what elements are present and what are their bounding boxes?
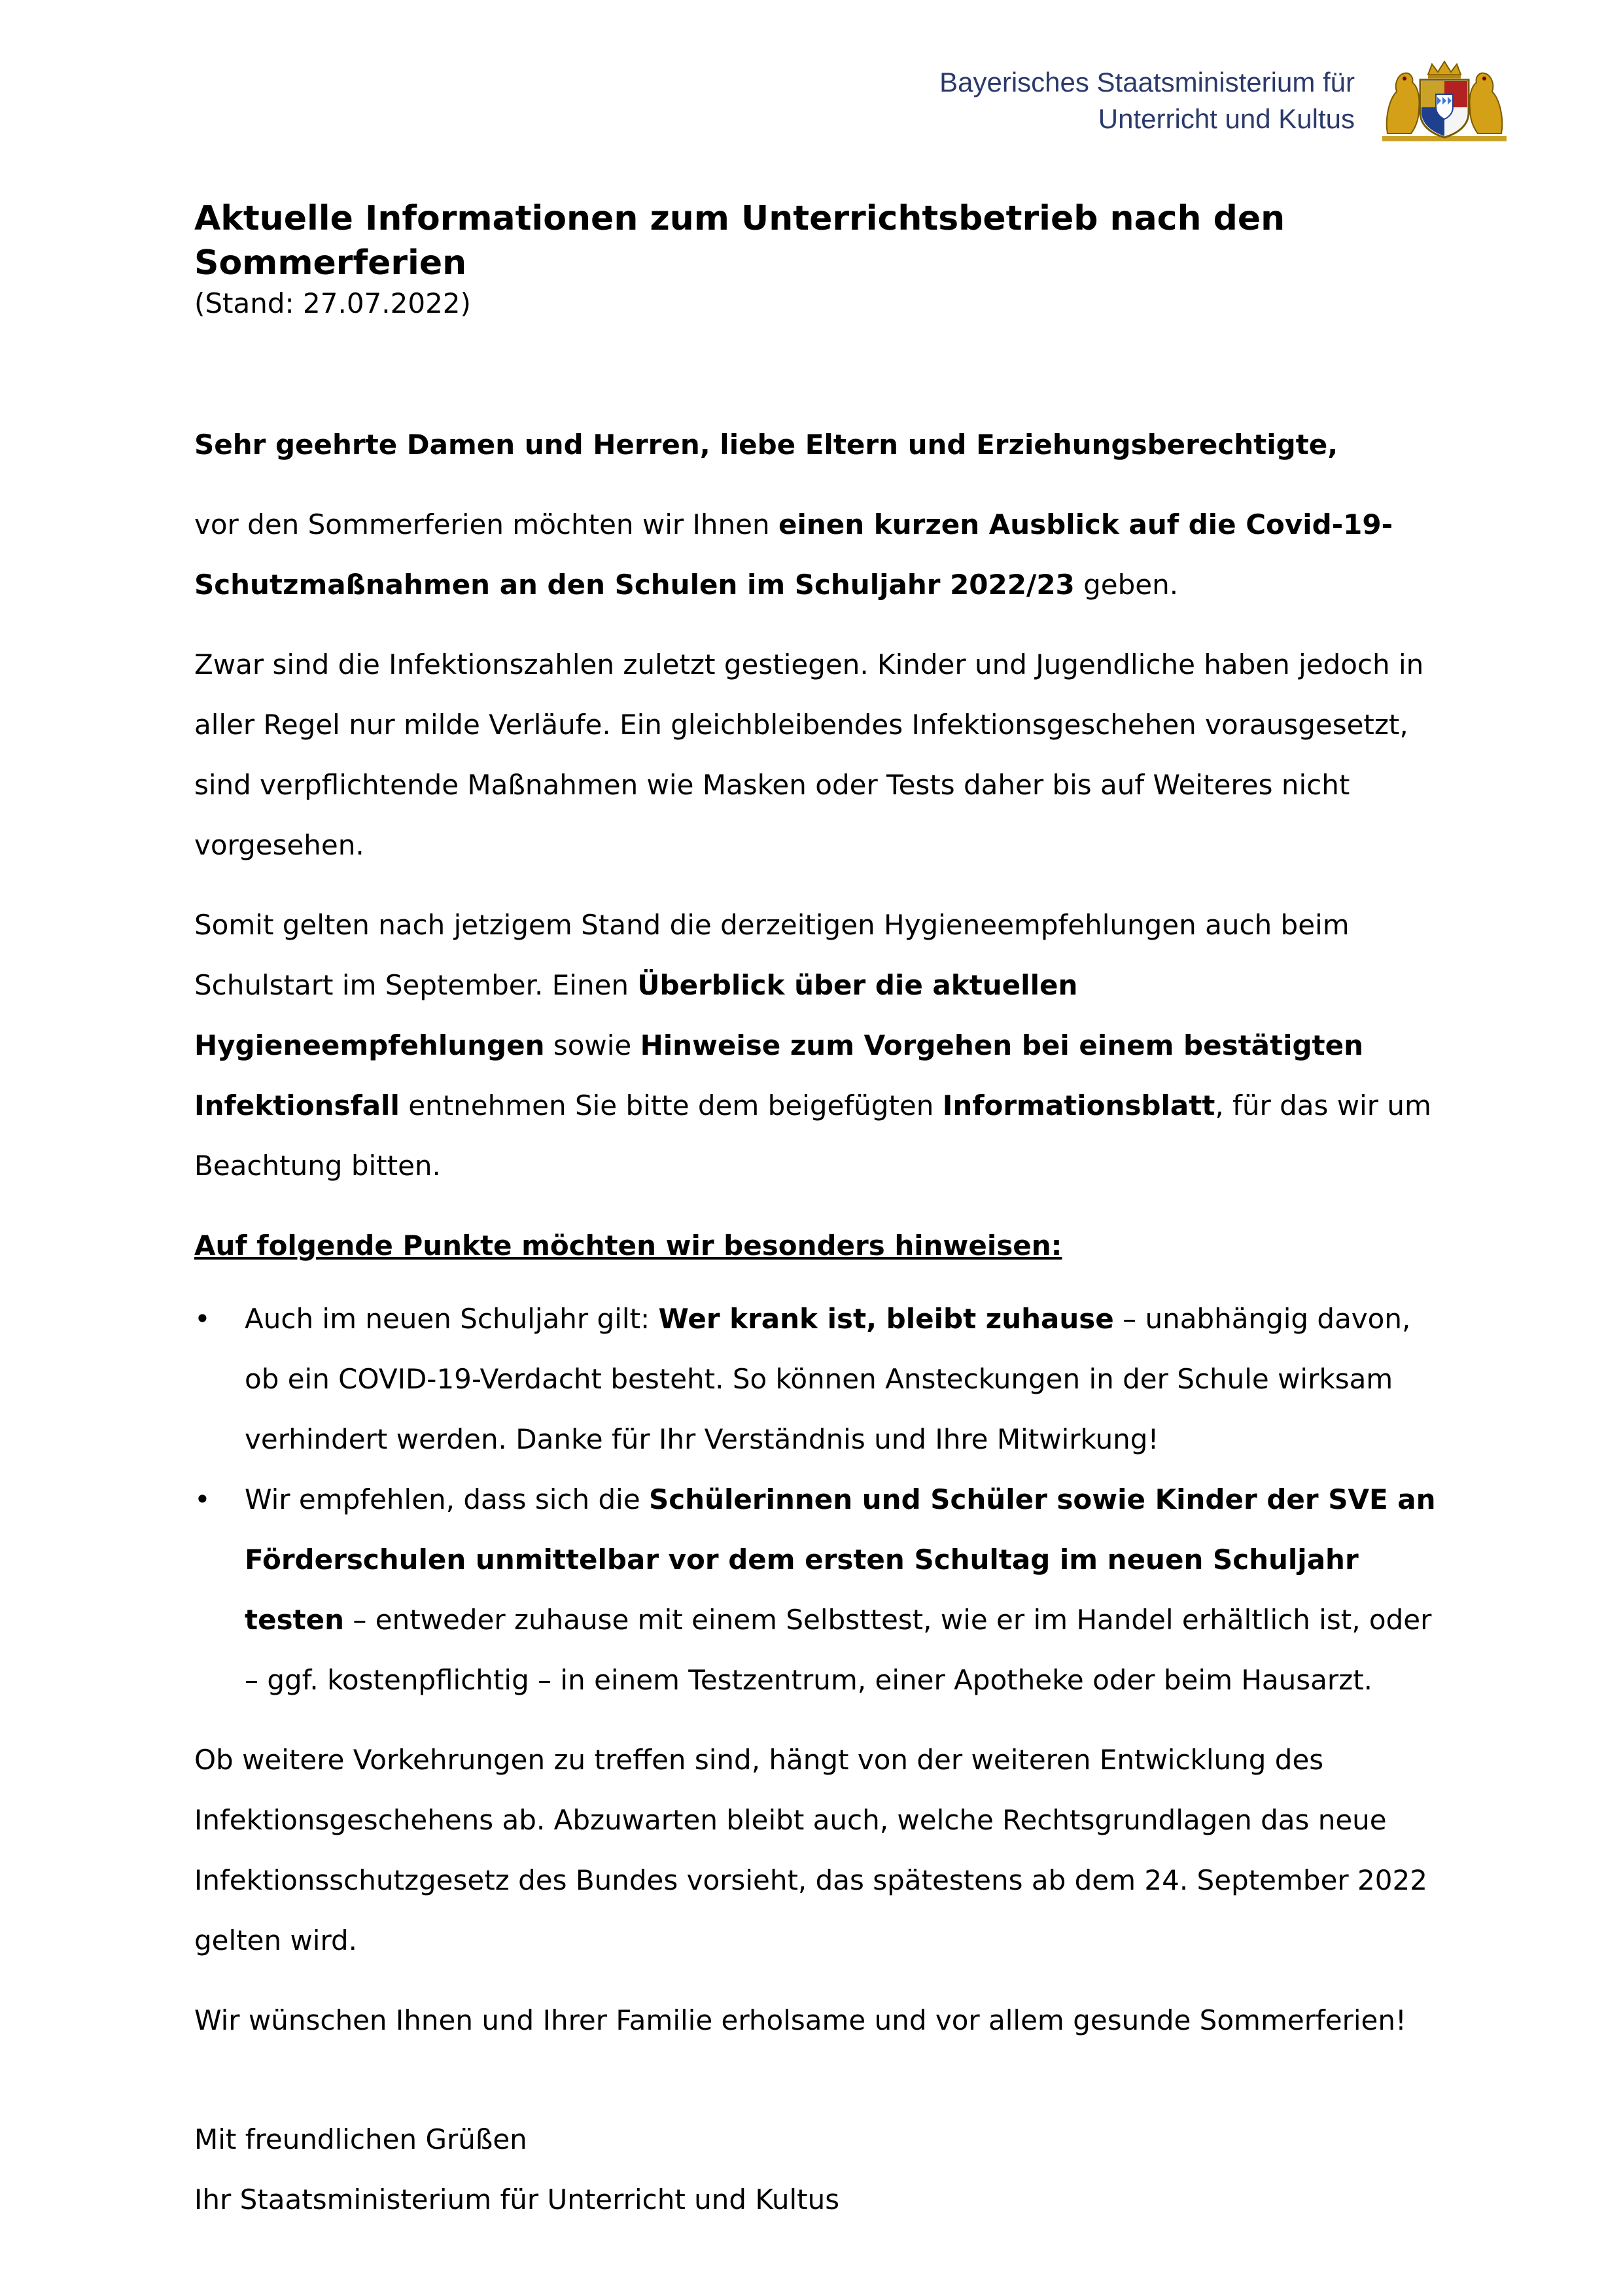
closing-greeting: Mit freundlichen Grüßen (194, 2123, 527, 2155)
ministry-name-line1: Bayerisches Staatsministerium für (939, 67, 1355, 97)
document-body (194, 196, 1437, 2230)
paragraph-wishes: Wir wünschen Ihnen und Ihrer Familie erholsame und vor allem gesunde Sommerferien! (194, 2004, 1406, 2036)
salutation: Sehr geehrte Damen und Herren, liebe Eltern und Erziehungsberechtigte, (194, 429, 1338, 461)
bavarian-coat-of-arms-icon (1382, 60, 1507, 143)
bullet-list (194, 1289, 1437, 1710)
bullet-icon: • (194, 1303, 211, 1335)
list-item: • Wir empfehlen, dass sich die Schülerinnen und Schüler sowie Kinder der SVE an Förderschulen unmittelbar vor dem ersten Schultag im neuen Schuljahr testen – entweder zuhause mit einem Selbsttest, wie er im Handel erhältlich ist, oder – ggf. kostenpflichtig – in einem Testzentrum, einer Apotheke oder beim Hausarzt. (194, 1470, 1437, 1710)
bullet-icon: • (194, 1483, 211, 1515)
closing-block (194, 2110, 1437, 2230)
paragraph-intro: vor den Sommerferien möchten wir Ihnen einen kurzen Ausblick auf die Covid-19-Schutzmaßnahmen an den Schulen im Schuljahr 2022/23 geben. (194, 508, 1393, 601)
list-item: • Auch im neuen Schuljahr gilt: Wer krank ist, bleibt zuhause – unabhängig davon, ob ein COVID-19-Verdacht besteht. So können Ansteckungen in der Schule wirksam verhindert werden. Danke für Ihr Verständnis und Ihre Mitwirkung! (194, 1289, 1437, 1470)
paragraph-hygiene-recommendations: Somit gelten nach jetzigem Stand die derzeitigen Hygieneempfehlungen auch beim Schulstart im September. Einen Überblick über die aktuellen Hygieneempfehlungen sowie Hinweise zum Vorgehen bei einem bestätigten Infektionsfall entnehmen Sie bitte dem beigefügten Informationsblatt, für das wir um Beachtung bitten. (194, 909, 1431, 1182)
document-title: Aktuelle Informationen zum Unterrichtsbetrieb nach den Sommerferien (194, 199, 1285, 283)
list-heading: Auf folgende Punkte möchten wir besonders hinweisen: (194, 1229, 1062, 1262)
paragraph-further-measures: Ob weitere Vorkehrungen zu treffen sind, hängt von der weiteren Entwicklung des Infektionsgeschehens ab. Abzuwarten bleibt auch, welche Rechtsgrundlagen das neue Infektionsschutzgesetz des Bundes vorsieht, das spätestens ab dem 24. September 2022 gelten wird. (194, 1744, 1427, 1956)
paragraph-infection-situation: Zwar sind die Infektionszahlen zuletzt gestiegen. Kinder und Jugendliche haben jedoch in aller Regel nur milde Verläufe. Ein gleichbleibendes Infektionsgeschehen vorausgesetzt, sind verpflichtende Maßnahmen wie Masken oder Tests daher bis auf Weiteres nicht vorgesehen. (194, 648, 1424, 861)
signature: Ihr Staatsministerium für Unterricht und Kultus (194, 2183, 840, 2216)
document-date: (Stand: 27.07.2022) (194, 287, 471, 319)
letterhead (766, 64, 1355, 137)
ministry-name-line2: Unterricht und Kultus (1098, 103, 1355, 134)
